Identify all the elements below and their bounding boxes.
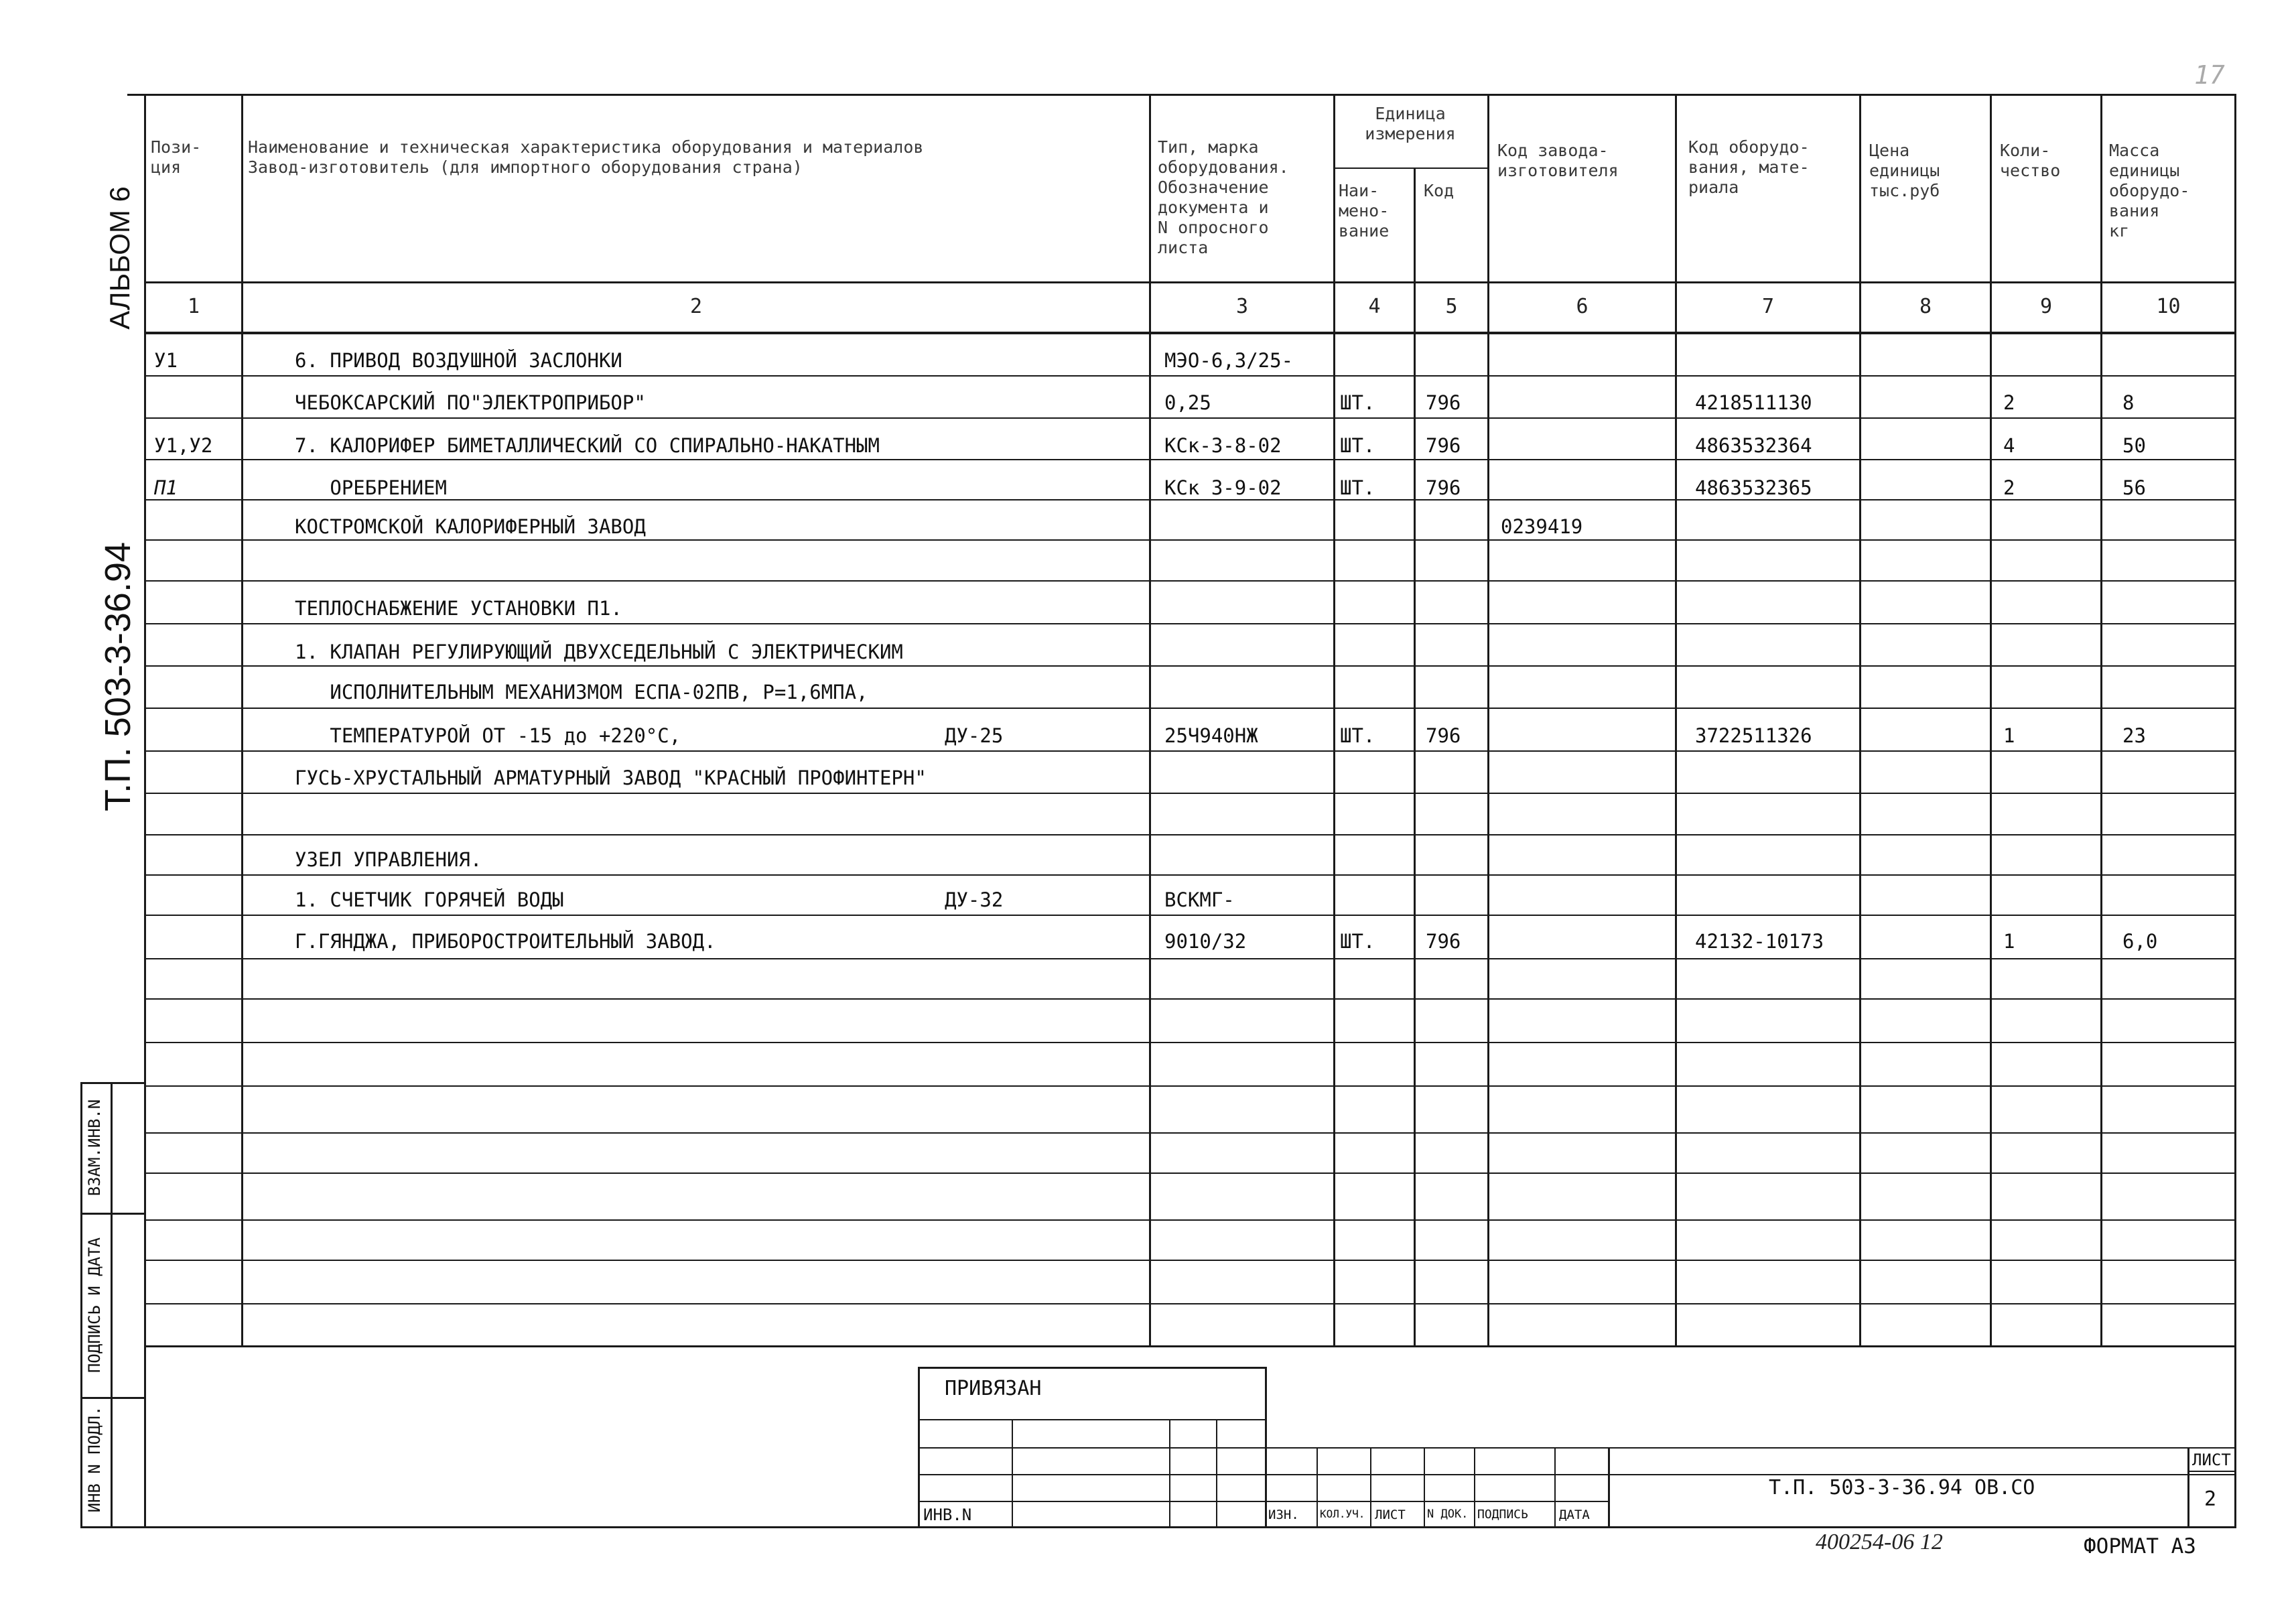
cell-qty: 1	[2003, 930, 2015, 953]
row-separator	[144, 915, 2234, 916]
cell-unit-code: 796	[1426, 930, 1461, 953]
column-number: 3	[1235, 295, 1249, 318]
row-separator	[144, 1219, 2234, 1221]
cell-pos: У1,У2	[154, 434, 213, 457]
cell-unit-code: 796	[1426, 724, 1461, 747]
tb-line	[1474, 1447, 1475, 1528]
column-number: 4	[1368, 295, 1381, 318]
column-number: 1	[187, 295, 200, 318]
cell-name: УЗЕЛ УПРАВЛЕНИЯ.	[295, 848, 482, 871]
row-separator	[144, 580, 2234, 582]
cell-mass: 8	[2122, 391, 2135, 414]
privyazan-label: ПРИВЯЗАН	[945, 1377, 1042, 1400]
cell-name: ГУСЬ-ХРУСТАЛЬНЫЙ АРМАТУРНЫЙ ЗАВОД "КРАСНЫЙ ПРОФИНТЕРН"	[295, 766, 927, 789]
header-bottom-line	[144, 281, 2234, 283]
header-unit: Единица измерения	[1365, 104, 1456, 143]
row-separator	[144, 874, 2234, 876]
row-separator	[144, 1303, 2234, 1304]
cell-type: 0,25	[1164, 391, 1211, 414]
row-separator	[144, 793, 2234, 794]
cell-type: МЭО-6,3/25-	[1164, 349, 1294, 372]
row-separator	[144, 708, 2234, 709]
column-number: 7	[1761, 295, 1775, 318]
column-number: 10	[2156, 295, 2181, 318]
tb-line	[1216, 1419, 1217, 1528]
row-separator	[144, 623, 2234, 624]
cell-name: 6. ПРИВОД ВОЗДУШНОЙ ЗАСЛОНКИ	[295, 349, 622, 372]
tb-line	[2187, 1447, 2189, 1528]
cell-code: 4218511130	[1695, 391, 1812, 414]
tb-line	[918, 1474, 2234, 1475]
document-designation: Т.П. 503-3-36.94 ОВ.СО	[1769, 1476, 2035, 1499]
cell-unit: ШТ.	[1340, 476, 1375, 499]
header-item-code: Код оборудо- вания, мате- риала	[1688, 137, 1810, 197]
cell-qty: 4	[2003, 434, 2015, 457]
row-separator	[144, 417, 2234, 419]
tb-line	[1370, 1447, 1371, 1528]
column-number: 8	[1919, 295, 1932, 318]
frame-top-line	[127, 94, 2236, 96]
cell-type: КСк-3-8-02	[1164, 434, 1282, 457]
header-unit-name: Наи- мено- вание	[1339, 181, 1390, 241]
stamp-signature-date: ПОДПИСЬ И ДАТА	[85, 1237, 104, 1373]
cell-dn: ДУ-32	[945, 888, 1004, 911]
tb-line	[2187, 1471, 2234, 1472]
tb-label-kol: КОЛ.УЧ.	[1320, 1507, 1365, 1520]
stamp-vzam-inv: ВЗАМ.ИНВ.N	[85, 1099, 104, 1197]
header-unit-code: Код	[1424, 181, 1455, 200]
header-quantity: Коли- чество	[2000, 141, 2061, 180]
column-number: 9	[2039, 295, 2053, 318]
cell-unit: ШТ.	[1340, 391, 1375, 414]
row-separator	[144, 1042, 2234, 1043]
inv-label: ИНВ.N	[923, 1505, 972, 1524]
cell-name: ТЕПЛОСНАБЖЕНИЕ УСТАНОВКИ П1.	[295, 597, 622, 620]
cell-type: 25Ч940НЖ	[1164, 724, 1258, 747]
tb-line	[918, 1501, 1608, 1502]
cell-unit-code: 796	[1426, 476, 1461, 499]
tb-line	[1012, 1419, 1013, 1528]
unit-split-line	[1333, 167, 1487, 169]
row-separator	[144, 1085, 2234, 1087]
row-separator	[144, 958, 2234, 959]
row-separator	[144, 375, 2234, 377]
header-maker-code: Код завода- изготовителя	[1497, 141, 1619, 180]
col-line	[1414, 167, 1416, 1347]
header-name: Наименование и техническая характеристика оборудования и материалов Завод-изготовитель (для импортного оборудования страна)	[248, 137, 924, 177]
cell-code: 42132-10173	[1695, 930, 1824, 953]
cell-maker: 0239419	[1501, 515, 1583, 538]
cell-code: 4863532365	[1695, 476, 1812, 499]
column-number: 2	[689, 295, 703, 318]
numbers-bottom-line	[144, 332, 2234, 334]
cell-name: ИСПОЛНИТЕЛЬНЫМ МЕХАНИЗМОМ ЕСПА-02ПВ, Р=1,6МПА,	[295, 681, 868, 703]
stamp-line	[111, 1082, 113, 1528]
cell-pos: У1	[154, 349, 178, 372]
cell-name: Г.ГЯНДЖА, ПРИБОРОСТРОИТЕЛЬНЫЙ ЗАВОД.	[295, 930, 716, 953]
cell-name: 1. СЧЕТЧИК ГОРЯЧЕЙ ВОДЫ	[295, 888, 564, 911]
format-label: ФОРМАТ А3	[2084, 1534, 2196, 1558]
tb-line	[918, 1447, 2234, 1449]
cell-name: 7. КАЛОРИФЕР БИМЕТАЛЛИЧЕСКИЙ СО СПИРАЛЬНО-НАКАТНЫМ	[295, 434, 880, 457]
cell-name: ЧЕБОКСАРСКИЙ ПО"ЭЛЕКТРОПРИБОР"	[295, 391, 646, 414]
row-separator	[144, 459, 2234, 460]
corner-mark: 17	[2194, 60, 2225, 90]
tb-line	[918, 1367, 1266, 1369]
cell-name: ОРЕБРЕНИЕМ	[295, 476, 447, 499]
row-separator	[144, 1260, 2234, 1261]
header-mass: Масса единицы оборудо- вания кг	[2109, 141, 2190, 241]
frame-right-line	[2234, 94, 2236, 1528]
tb-line	[1554, 1447, 1556, 1528]
cell-name: 1. КЛАПАН РЕГУЛИРУЮЩИЙ ДВУХСЕДЕЛЬНЫЙ С ЭЛЕКТРИЧЕСКИМ	[295, 641, 903, 663]
cell-mass: 56	[2122, 476, 2146, 499]
sheet-label: ЛИСТ	[2192, 1451, 2231, 1469]
tb-label-list: ЛИСТ	[1375, 1507, 1406, 1522]
row-separator	[144, 665, 2234, 667]
tb-line	[1424, 1447, 1425, 1528]
cell-mass: 23	[2122, 724, 2146, 747]
cell-code: 3722511326	[1695, 724, 1812, 747]
tb-line	[1608, 1447, 1610, 1528]
footer-archive-code: 400254-06 12	[1816, 1530, 1943, 1554]
cell-type: КСк 3-9-02	[1164, 476, 1282, 499]
cell-mass: 50	[2122, 434, 2146, 457]
cell-qty: 2	[2003, 476, 2015, 499]
cell-mass: 6,0	[2122, 930, 2158, 953]
cell-type: ВСКМГ-	[1164, 888, 1235, 911]
tb-label-doc: N ДОК.	[1427, 1507, 1469, 1521]
cell-unit-code: 796	[1426, 434, 1461, 457]
column-number: 5	[1445, 295, 1458, 318]
header-type: Тип, марка оборудования. Обозначение документа и N опросного листа	[1158, 137, 1289, 257]
row-separator	[144, 750, 2234, 752]
cell-name: ТЕМПЕРАТУРОЙ ОТ -15 до +220°С,	[295, 724, 681, 747]
table-bottom-line	[144, 1345, 2234, 1347]
row-separator	[144, 539, 2234, 541]
tb-label-date: ДАТА	[1559, 1507, 1590, 1522]
cell-dn: ДУ-25	[945, 724, 1004, 747]
tb-label-sign: ПОДПИСЬ	[1477, 1507, 1528, 1522]
row-separator	[144, 1172, 2234, 1174]
album-label: АЛЬБОМ 6	[104, 186, 135, 330]
cell-qty: 2	[2003, 391, 2015, 414]
row-separator	[144, 1132, 2234, 1134]
cell-unit-code: 796	[1426, 391, 1461, 414]
cell-name: КОСТРОМСКОЙ КАЛОРИФЕРНЫЙ ЗАВОД	[295, 515, 646, 538]
header-position: Пози- ция	[151, 137, 202, 177]
cell-type: 9010/32	[1164, 930, 1247, 953]
tb-line	[918, 1419, 1266, 1420]
stamp-line	[80, 1082, 82, 1528]
tb-line	[1316, 1447, 1318, 1528]
tb-line	[1169, 1419, 1170, 1528]
row-separator	[144, 998, 2234, 1000]
cell-code: 4863532364	[1695, 434, 1812, 457]
stamp-inv-podl: ИНВ N ПОДЛ.	[85, 1406, 104, 1513]
column-number: 6	[1576, 295, 1589, 318]
cell-unit: ШТ.	[1340, 724, 1375, 747]
sheet-number: 2	[2204, 1487, 2217, 1511]
tb-label-izm: ИЗН.	[1268, 1507, 1299, 1522]
cell-qty: 1	[2003, 724, 2015, 747]
frame-bottom-line	[80, 1526, 2236, 1528]
cell-unit: ШТ.	[1340, 434, 1375, 457]
cell-unit: ШТ.	[1340, 930, 1375, 953]
header-price: Цена единицы тыс.руб	[1869, 141, 1940, 200]
row-separator	[144, 499, 2234, 500]
project-code-vertical: Т.П. 503-3-36.94	[98, 541, 138, 812]
cell-pos: П1	[154, 476, 178, 499]
row-separator	[144, 834, 2234, 835]
